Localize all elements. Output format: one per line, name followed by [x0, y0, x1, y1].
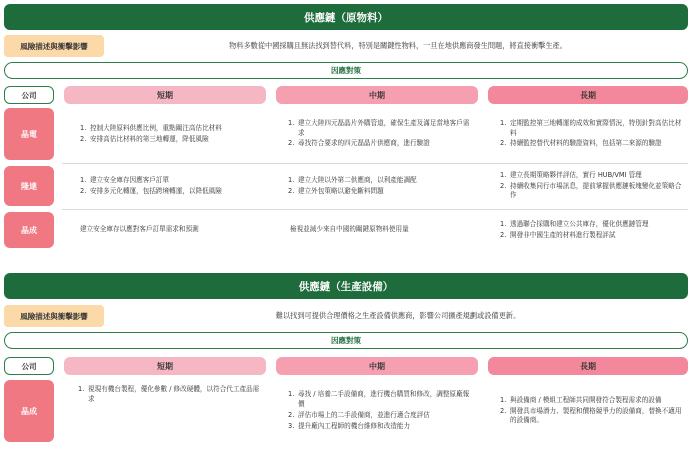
section-title-banner — [4, 4, 688, 30]
list-item: 1. 尋找 / 培養二手設備商，進行機台購買和修改，調整原廠報價 — [288, 390, 470, 409]
list-item: 2. 建立外包策略以避免斷料問題 — [288, 186, 384, 195]
long-term-header: 長期 — [488, 86, 688, 104]
company-label: 晶成 — [4, 380, 54, 442]
list-item: 2. 尋找符合要求的四元磊晶片供應商，進行驗證 — [288, 139, 430, 148]
mid-term-cell: 檢視並減少來自中國的關鍵原物料使用量 — [290, 225, 409, 234]
company-label: 晶電 — [4, 108, 54, 160]
row-divider — [62, 209, 688, 210]
strategy-header: 因應對策 — [4, 62, 688, 79]
company-column-header: 公司 — [4, 86, 54, 104]
long-term-cell — [500, 380, 686, 442]
list-item: 1. 透過聯合採購和建立公共庫存，優化供應鏈管理 — [500, 219, 649, 228]
short-term-cell — [80, 108, 266, 160]
short-term-header: 短期 — [64, 357, 266, 375]
section-title: 供應鏈（原物料） — [304, 11, 388, 24]
mid-term-cell — [288, 380, 474, 442]
mid-term-header: 中期 — [276, 357, 478, 375]
list-item: 2. 開發非中國生產的材料進行製程評試 — [500, 230, 616, 239]
company-label: 晶成 — [4, 212, 54, 248]
section-title-banner — [4, 273, 688, 299]
list-item: 1. 定期監控第三地轉運的成效和實際情況，特別針對高估比材料 — [500, 118, 682, 137]
list-item: 3. 提升廠內工程師的機台維修和改造能力 — [288, 421, 411, 430]
risk-description-text: 難以找到可提供合理價格之生產設備供應商，影響公司擴產規劃或設備更新。 — [275, 311, 521, 320]
list-item: 1. 與設備商 / 模組工程師共同開發符合製程需求的設備 — [500, 395, 662, 404]
list-item: 1. 控制大陸原料供應比例，重點關注高估比材料 — [80, 123, 222, 132]
short-term-cell: 建立安全庫存以應對客戶訂單需求和預測 — [80, 225, 199, 234]
list-item: 1. 建立長期策略夥伴評估，實行 HUB/VMI 管理 — [500, 170, 642, 179]
risk-description-label: 風險描述與衝擊影響 — [4, 35, 104, 57]
list-item: 2. 持續收集同行市場訊息，提前掌握供應鏈板塊變化並策略合作 — [500, 181, 682, 200]
section-title: 供應鏈（生產設備） — [298, 280, 394, 293]
row-divider — [62, 163, 688, 164]
short-term-header: 短期 — [64, 86, 266, 104]
list-item: 2. 開發具市場潛力、製程和價格競爭力的設備商，替換不適用的設備商。 — [500, 406, 682, 425]
risk-description-text: 物料多數從中國採購且無法找到替代料，特別是關鍵性物料，一旦在地供應商發生問題，將直接衝擊生產。 — [229, 41, 567, 50]
risk-description-label: 風險描述與衝擊影響 — [4, 305, 104, 327]
list-item: 2. 安排高估比材料的第三地轉運，降低風險 — [80, 134, 209, 143]
list-item: 2. 評估市場上的二手設備商，並進行適合度評估 — [288, 411, 430, 419]
strategy-header: 因應對策 — [4, 332, 688, 349]
long-term-cell — [500, 108, 686, 160]
long-term-cell — [500, 166, 686, 206]
long-term-header: 長期 — [488, 357, 688, 375]
short-term-cell — [78, 380, 264, 442]
company-label: 隆達 — [4, 166, 54, 206]
short-term-cell — [80, 166, 266, 206]
list-item: 2. 持續監控替代材料的驗證資料，包括第二來源的驗證 — [500, 139, 662, 148]
mid-term-cell — [288, 166, 474, 206]
list-item: 1. 建立大陸四元磊晶片外購管道，確保生產及滿足當地客戶需求 — [288, 118, 470, 137]
list-item: 1. 建立安全庫存因應客戶訂單 — [80, 175, 170, 184]
company-column-header: 公司 — [4, 357, 54, 375]
mid-term-cell — [288, 108, 474, 160]
list-item: 1. 建立大陸以外第二供應商，以利產能調配 — [288, 175, 417, 184]
mid-term-header: 中期 — [276, 86, 478, 104]
list-item: 1. 視現有機台製程，優化參數 / 修改硬體，以符合代工產品需求 — [78, 385, 260, 403]
list-item: 2. 安排多元化轉運，包括跨境轉運，以降低風險 — [80, 186, 222, 195]
long-term-cell — [500, 212, 686, 248]
